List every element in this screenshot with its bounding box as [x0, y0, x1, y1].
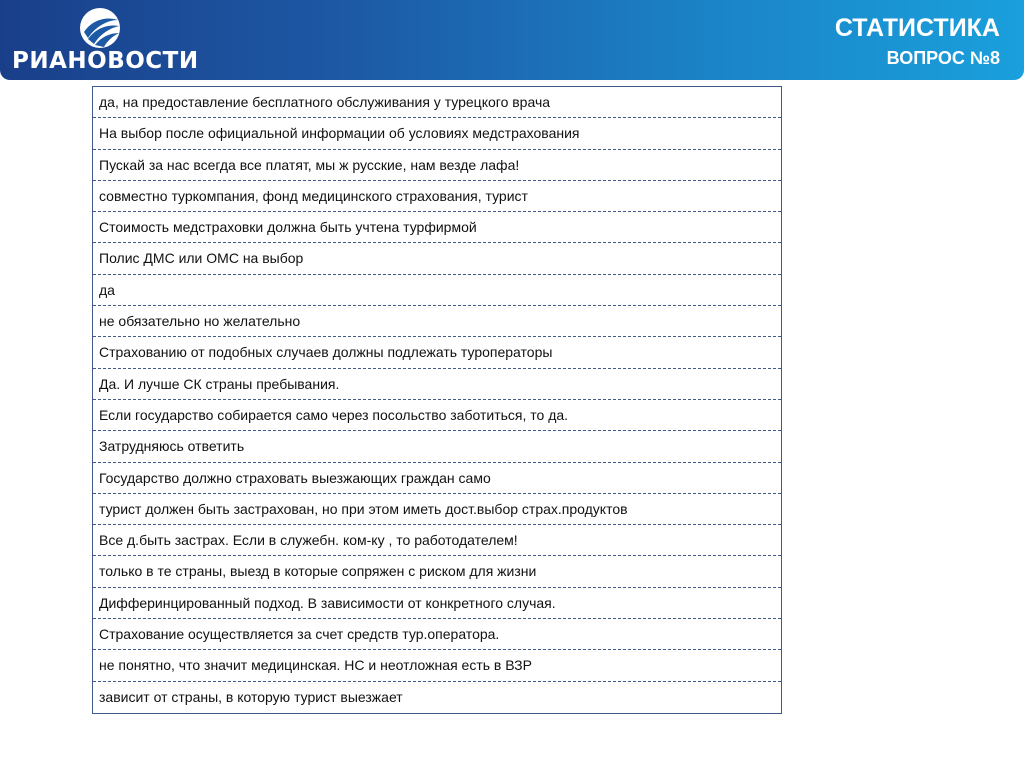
answer-row: Все д.быть застрах. Если в служебн. ком-ку , то работодателем! — [93, 525, 781, 556]
answer-row: Пускай за нас всегда все платят, мы ж русские, нам везде лафа! — [93, 150, 781, 181]
answer-row: да, на предоставление бесплатного обслуживания у турецкого врача — [93, 87, 781, 118]
header-banner — [0, 0, 1024, 80]
answer-row: Затрудняюсь ответить — [93, 431, 781, 462]
logo-text: РИАНОВОСТИ — [12, 48, 199, 74]
answer-row: не обязательно но желательно — [93, 306, 781, 337]
ria-logo-icon — [78, 6, 122, 50]
answer-row: Государство должно страховать выезжающих граждан само — [93, 463, 781, 494]
answer-row: Да. И лучше СК страны пребывания. — [93, 369, 781, 400]
answer-row: не понятно, что значит медицинская. НС и неотложная есть в ВЗР — [93, 650, 781, 681]
answer-row: На выбор после официальной информации об условиях медстрахования — [93, 118, 781, 149]
answer-row: Страхованию от подобных случаев должны подлежать туроператоры — [93, 337, 781, 368]
answer-row: Дифферинцированный подход. В зависимости от конкретного случая. — [93, 588, 781, 619]
answer-row: турист должен быть застрахован, но при этом иметь дост.выбор страх.продуктов — [93, 494, 781, 525]
answer-row: Стоимость медстраховки должна быть учтена турфирмой — [93, 212, 781, 243]
answer-row: Полис ДМС или ОМС на выбор — [93, 243, 781, 274]
page-subtitle: ВОПРОС №8 — [886, 48, 1000, 68]
answer-row: да — [93, 275, 781, 306]
ria-logo[interactable] — [12, 6, 199, 76]
answer-row: совместно туркомпания, фонд медицинского страхования, турист — [93, 181, 781, 212]
page-title: СТАТИСТИКА — [834, 14, 1000, 42]
answer-row: только в те страны, выезд в которые сопряжен с риском для жизни — [93, 556, 781, 587]
answer-row: Страхование осуществляется за счет средств тур.оператора. — [93, 619, 781, 650]
answer-row: Если государство собирается само через посольство заботиться, то да. — [93, 400, 781, 431]
answers-table — [92, 86, 782, 714]
answer-row: зависит от страны, в которую турист выезжает — [99, 688, 403, 705]
